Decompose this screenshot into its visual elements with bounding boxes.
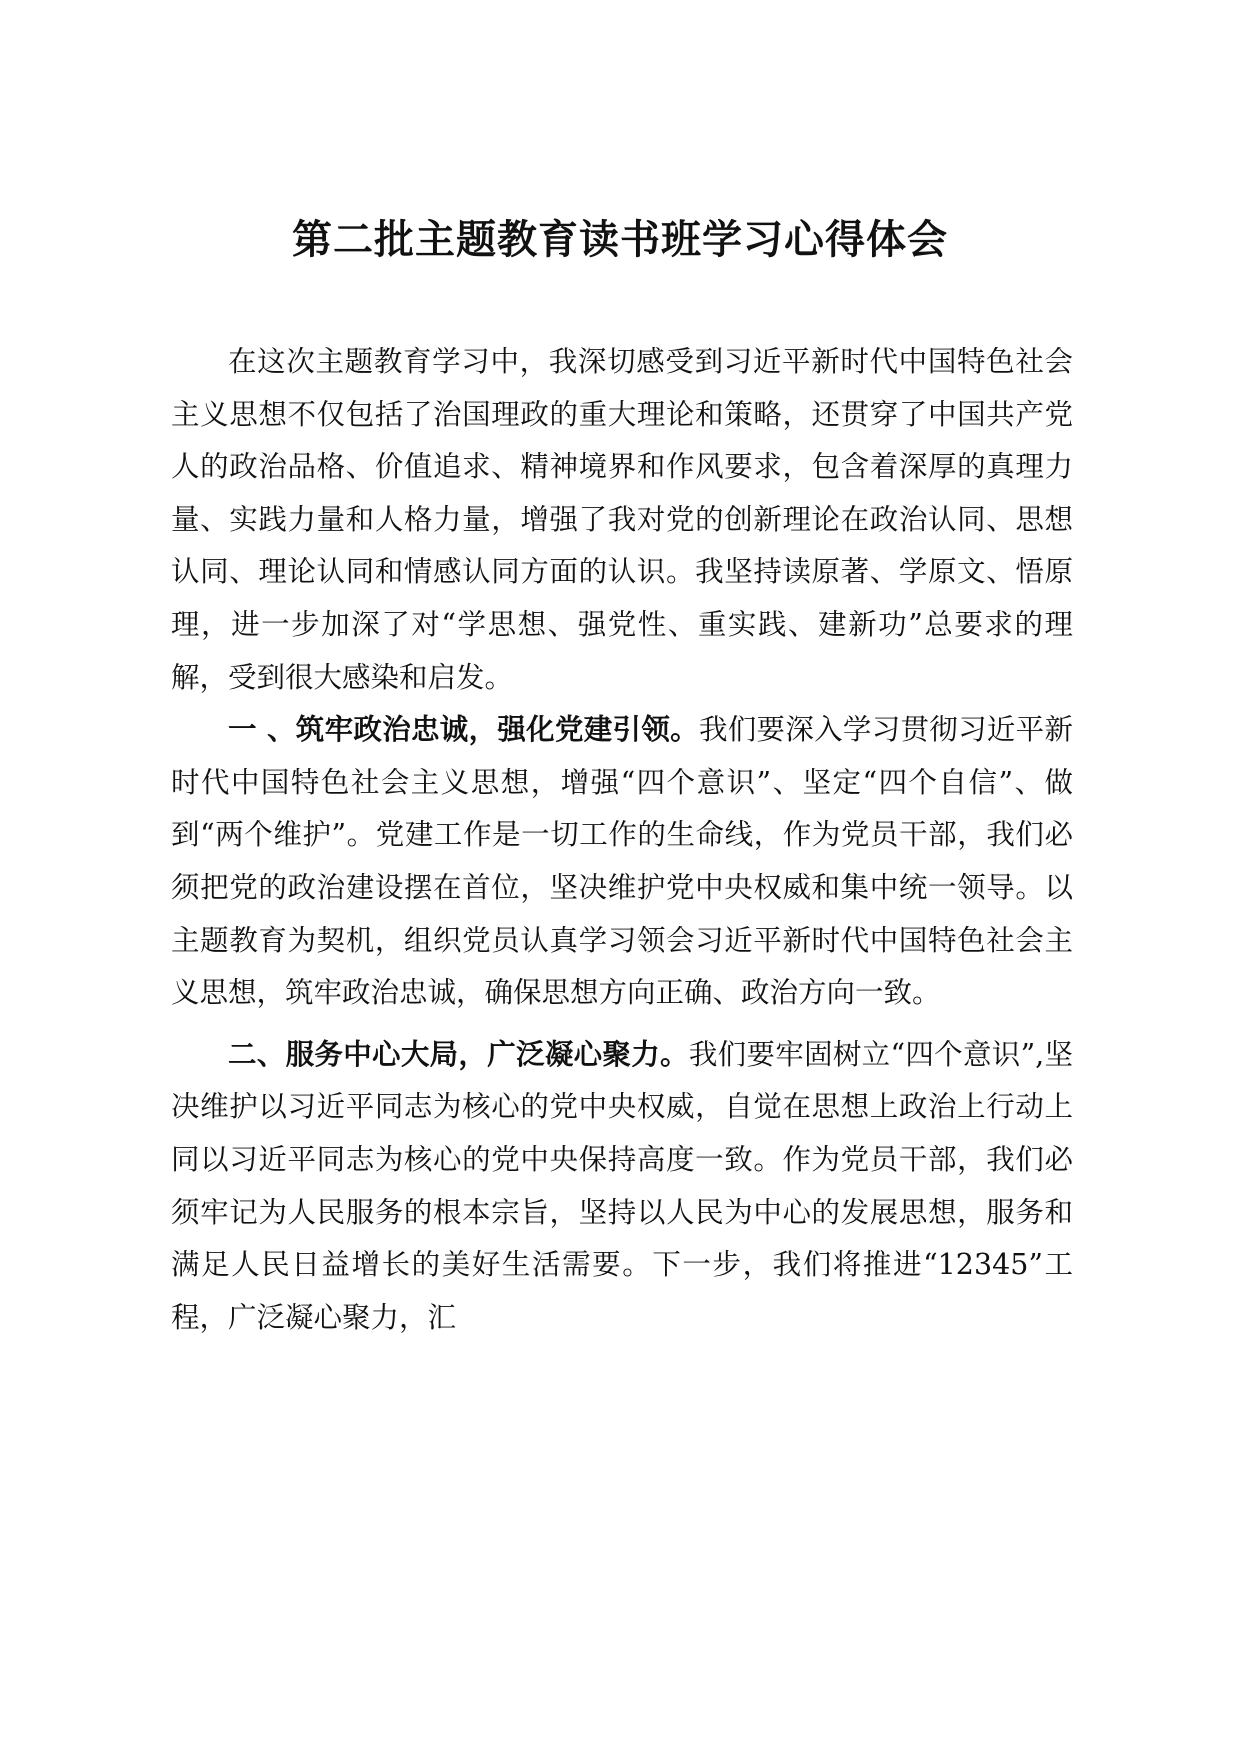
intro-paragraph [171, 336, 1073, 704]
section-two-text: 我们要牢固树立“四个意识”,坚决维护以习近平同志为核心的党中央权威，自觉在思想上政治上行动上同以习近平同志为核心的党中央保持高度一致。作为党员干部，我们必须牢记为人民服务的根本宗旨，坚持以人民为中心的发展思想，服务和满足人民日益增长的美好生活需要。下一步，我们将推进“12345”工程，广泛凝心聚力，汇 [171, 1037, 1073, 1334]
section-two-heading: 二、服务中心大局，广泛凝心聚力。 [228, 1037, 689, 1071]
section-one-heading: 一 、筑牢政治忠诚，强化党建引领。 [228, 713, 699, 747]
section-one-text: 我们要深入学习贯彻习近平新时代中国特色社会主义思想，增强“四个意识”、坚定“四个自信”、做到“两个维护”。党建工作是一切工作的生命线，作为党员干部，我们必须把党的政治建设摆在首位，坚决维护党中央权威和集中统一领导。以主题教育为契机，组织党员认真学习领会习近平新时代中国特色社会主义思想，筑牢政治忠诚，确保思想方向正确、政治方向一致。 [171, 713, 1073, 1010]
intro-paragraph-text: 在这次主题教育学习中，我深切感受到习近平新时代中国特色社会主义思想不仅包括了治国理政的重大理论和策略，还贯穿了中国共产党人的政治品格、价值追求、精神境界和作风要求，包含着深厚的真理力量、实践力量和人格力量，增强了我对党的创新理论在政治认同、思想认同、理论认同和情感认同方面的认识。我坚持读原著、学原文、悟原理，进一步加深了对“学思想、强党性、重实践、建新功”总要求的理解，受到很大感染和启发。 [171, 345, 1073, 694]
document-body [171, 336, 1073, 1344]
section-two-paragraph [171, 1029, 1073, 1345]
section-one-paragraph [171, 704, 1073, 1020]
document-title: 第二批主题教育读书班学习心得体会 [292, 217, 948, 263]
